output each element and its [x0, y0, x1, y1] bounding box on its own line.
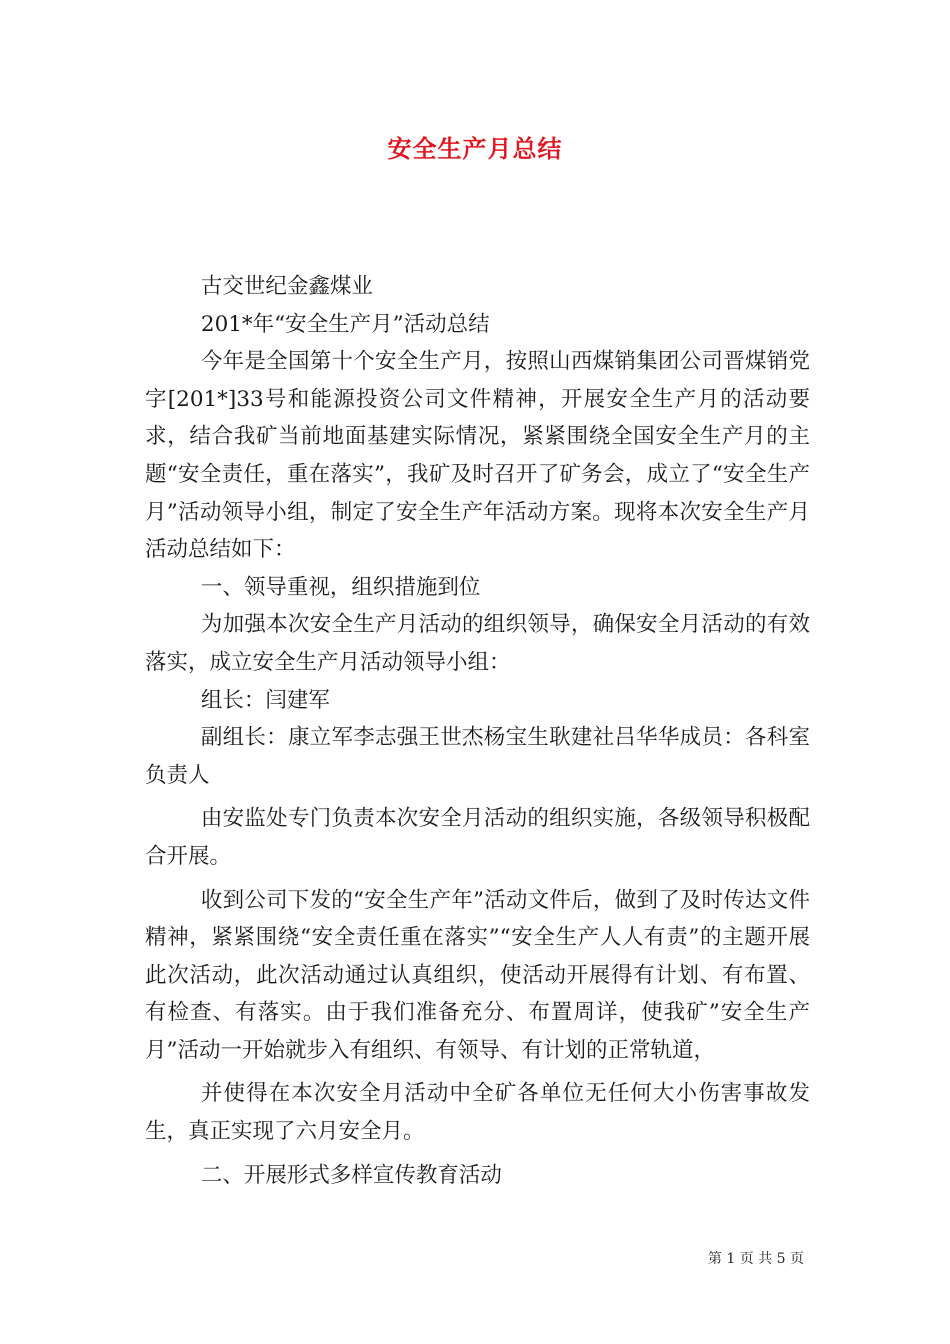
section-heading-1: 一、领导重视，组织措施到位 [200, 574, 481, 600]
paragraph: 并使得在本次安全月活动中全矿各单位无任何大小伤害事故发生，真正实现了六月安全月。 [145, 1081, 810, 1145]
page-number: 第 1 页 共 5 页 [707, 1251, 804, 1267]
paragraph-intro: 今年是全国第十个安全生产月，按照山西煤销集团公司晋煤销党字[201*]33号和能源投资公司文件精神，开展安全生产月的活动要求，结合我矿当前地面基建实际情况，紧紧围绕全国安全生产月的主题“安全责任，重在落实”，我矿及时召开了矿务会，成立了“安全生产月”活动领导小组，制定了安全生产年活动方案。现将本次安全生产月活动总结如下： [145, 349, 810, 563]
document-body [145, 268, 810, 1194]
paragraph: 收到公司下发的“安全生产年”活动文件后，做到了及时传达文件精神，紧紧围绕“安全责任重在落实”“安全生产人人有责”的主题开展此次活动，此次活动通过认真组织，使活动开展得有计划、有布置、有检查、有落实。由于我们准备充分、布置周详，使我矿”安全生产月”活动一开始就步入有组织、有领导、有计划的正常轨道， [145, 887, 810, 1063]
document-title: 安全生产月总结 [387, 134, 563, 163]
paragraph-deputies: 副组长：康立军李志强王世杰杨宝生耿建社吕华华成员：各科室负责人 [145, 725, 810, 788]
section-heading-2: 二、开展形式多样宣传教育活动 [200, 1162, 502, 1188]
paragraph: 由安监处专门负责本次安全月活动的组织实施，各级领导积极配合开展。 [145, 806, 810, 869]
paragraph-subtitle: 201*年“安全生产月”活动总结 [200, 311, 490, 337]
paragraph: 为加强本次安全生产月活动的组织领导，确保安全月活动的有效落实，成立安全生产月活动领导小组： [145, 612, 810, 675]
paragraph-company: 古交世纪金鑫煤业 [200, 274, 373, 299]
paragraph-leader: 组长：闫建军 [200, 687, 330, 713]
